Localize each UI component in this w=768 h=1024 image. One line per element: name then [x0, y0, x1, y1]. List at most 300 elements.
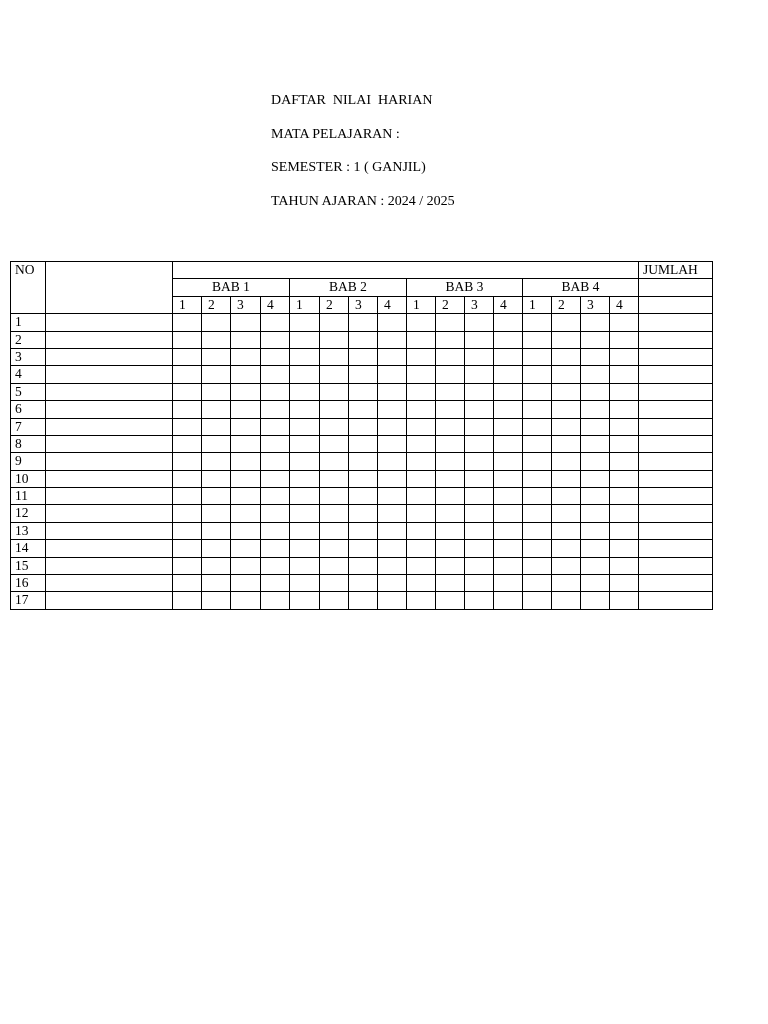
score-cell [494, 575, 523, 592]
score-cell [202, 592, 231, 609]
score-cell [320, 435, 349, 452]
student-name-cell [46, 592, 173, 609]
score-cell [202, 505, 231, 522]
score-cell [465, 348, 494, 365]
score-cell [610, 435, 639, 452]
table-row [11, 505, 713, 522]
score-cell [436, 453, 465, 470]
score-cell [494, 488, 523, 505]
total-cell [639, 383, 713, 400]
no-header: NO [11, 262, 46, 314]
score-cell [231, 557, 261, 574]
total-cell [639, 314, 713, 331]
score-cell [349, 488, 378, 505]
score-cell [552, 453, 581, 470]
score-cell [173, 435, 202, 452]
score-cell [523, 401, 552, 418]
score-cell [173, 314, 202, 331]
student-name-cell [46, 540, 173, 557]
score-cell [261, 592, 290, 609]
score-cell [494, 540, 523, 557]
score-cell [320, 383, 349, 400]
score-cell [523, 522, 552, 539]
score-cell [407, 331, 436, 348]
score-cell [378, 348, 407, 365]
total-cell [639, 575, 713, 592]
score-cell [261, 522, 290, 539]
score-cell [465, 435, 494, 452]
score-cell [320, 331, 349, 348]
score-cell [494, 401, 523, 418]
score-cell [581, 453, 610, 470]
score-cell [407, 418, 436, 435]
score-cell [523, 418, 552, 435]
score-cell [378, 575, 407, 592]
score-cell [231, 575, 261, 592]
score-cell [494, 366, 523, 383]
score-cell [320, 488, 349, 505]
score-cell [378, 540, 407, 557]
score-cell [494, 505, 523, 522]
score-cell [261, 418, 290, 435]
score-cell [523, 575, 552, 592]
total-cell [639, 470, 713, 487]
score-cell [552, 366, 581, 383]
student-name-cell [46, 331, 173, 348]
score-cell [523, 453, 552, 470]
score-cell [465, 418, 494, 435]
score-cell [407, 540, 436, 557]
row-number-cell: 2 [11, 331, 46, 348]
score-cell [523, 331, 552, 348]
score-cell [290, 540, 320, 557]
score-cell [173, 383, 202, 400]
sub-column-header: 4 [261, 296, 290, 313]
score-cell [552, 522, 581, 539]
score-cell [349, 522, 378, 539]
score-cell [552, 401, 581, 418]
score-cell [231, 453, 261, 470]
table-row [11, 453, 713, 470]
score-cell [465, 366, 494, 383]
score-cell [523, 540, 552, 557]
score-cell [552, 505, 581, 522]
score-cell [261, 383, 290, 400]
score-cell [378, 453, 407, 470]
table-row [11, 540, 713, 557]
score-cell [494, 418, 523, 435]
score-cell [261, 435, 290, 452]
score-cell [261, 366, 290, 383]
score-cell [261, 557, 290, 574]
score-cell [290, 401, 320, 418]
score-cell [290, 331, 320, 348]
score-cell [349, 575, 378, 592]
score-cell [231, 540, 261, 557]
score-cell [465, 470, 494, 487]
score-cell [378, 383, 407, 400]
score-cell [231, 522, 261, 539]
score-cell [465, 522, 494, 539]
sub-column-header: 1 [173, 296, 202, 313]
sub-column-header: 1 [290, 296, 320, 313]
score-cell [552, 470, 581, 487]
score-cell [378, 418, 407, 435]
score-cell [610, 540, 639, 557]
row-number-cell: 4 [11, 366, 46, 383]
grades-table [10, 261, 713, 610]
student-name-cell [46, 401, 173, 418]
score-cell [290, 418, 320, 435]
total-cell [639, 401, 713, 418]
chapter-header: BAB 1 [173, 279, 290, 296]
score-cell [552, 383, 581, 400]
score-cell [261, 314, 290, 331]
total-cell [639, 331, 713, 348]
score-cell [320, 505, 349, 522]
student-name-cell [46, 348, 173, 365]
score-cell [465, 505, 494, 522]
score-cell [436, 592, 465, 609]
sub-column-header: 1 [407, 296, 436, 313]
row-number-cell: 17 [11, 592, 46, 609]
score-cell [581, 470, 610, 487]
score-cell [320, 418, 349, 435]
score-cell [378, 314, 407, 331]
score-cell [173, 592, 202, 609]
score-cell [552, 540, 581, 557]
score-cell [173, 366, 202, 383]
row-number-cell: 1 [11, 314, 46, 331]
score-cell [610, 418, 639, 435]
score-cell [581, 540, 610, 557]
score-cell [552, 575, 581, 592]
score-cell [523, 505, 552, 522]
table-row [11, 557, 713, 574]
semester-label: SEMESTER : 1 ( GANJIL) [271, 160, 426, 175]
score-cell [349, 592, 378, 609]
score-cell [231, 505, 261, 522]
score-cell [290, 383, 320, 400]
table-row [11, 592, 713, 609]
score-cell [407, 435, 436, 452]
score-cell [378, 366, 407, 383]
score-cell [320, 575, 349, 592]
score-cell [320, 557, 349, 574]
score-cell [610, 505, 639, 522]
score-cell [465, 540, 494, 557]
score-cell [261, 348, 290, 365]
student-name-cell [46, 453, 173, 470]
score-cell [436, 522, 465, 539]
score-cell [231, 470, 261, 487]
score-cell [436, 505, 465, 522]
score-cell [378, 557, 407, 574]
score-cell [349, 470, 378, 487]
score-cell [349, 348, 378, 365]
student-name-cell [46, 575, 173, 592]
score-cell [465, 383, 494, 400]
sub-column-header: 3 [349, 296, 378, 313]
score-cell [231, 331, 261, 348]
score-cell [320, 401, 349, 418]
score-cell [552, 592, 581, 609]
score-cell [436, 470, 465, 487]
score-cell [320, 366, 349, 383]
score-cell [261, 540, 290, 557]
score-cell [552, 314, 581, 331]
score-cell [173, 505, 202, 522]
row-number-cell: 6 [11, 401, 46, 418]
table-row [11, 331, 713, 348]
row-number-cell: 5 [11, 383, 46, 400]
score-cell [436, 348, 465, 365]
score-cell [523, 557, 552, 574]
score-cell [290, 435, 320, 452]
student-name-cell [46, 435, 173, 452]
score-cell [378, 505, 407, 522]
header-row-1 [11, 262, 713, 279]
total-cell [639, 418, 713, 435]
score-cell [465, 331, 494, 348]
score-cell [173, 470, 202, 487]
score-cell [494, 557, 523, 574]
score-cell [465, 401, 494, 418]
total-cell [639, 366, 713, 383]
score-cell [436, 366, 465, 383]
score-cell [436, 557, 465, 574]
score-cell [173, 575, 202, 592]
score-cell [202, 557, 231, 574]
score-cell [231, 348, 261, 365]
student-name-cell [46, 505, 173, 522]
score-cell [610, 592, 639, 609]
score-cell [407, 314, 436, 331]
score-cell [231, 366, 261, 383]
score-cell [320, 470, 349, 487]
score-cell [202, 575, 231, 592]
score-cell [231, 488, 261, 505]
score-cell [610, 522, 639, 539]
total-cell [639, 453, 713, 470]
total-cell [639, 348, 713, 365]
score-cell [202, 383, 231, 400]
score-cell [610, 488, 639, 505]
score-cell [261, 453, 290, 470]
score-cell [436, 540, 465, 557]
score-cell [436, 331, 465, 348]
score-cell [523, 383, 552, 400]
score-cell [581, 418, 610, 435]
score-cell [523, 348, 552, 365]
score-cell [407, 453, 436, 470]
row-number-cell: 14 [11, 540, 46, 557]
score-cell [494, 348, 523, 365]
table-row [11, 418, 713, 435]
score-cell [202, 366, 231, 383]
score-cell [290, 592, 320, 609]
score-cell [494, 470, 523, 487]
table-row [11, 366, 713, 383]
score-cell [581, 522, 610, 539]
score-cell [320, 522, 349, 539]
row-number-cell: 15 [11, 557, 46, 574]
score-cell [581, 314, 610, 331]
sub-column-header: 3 [465, 296, 494, 313]
score-cell [494, 592, 523, 609]
score-cell [202, 331, 231, 348]
score-cell [581, 401, 610, 418]
table-row [11, 488, 713, 505]
chapter-header: BAB 2 [290, 279, 407, 296]
score-cell [290, 470, 320, 487]
total-cell [639, 522, 713, 539]
score-cell [523, 592, 552, 609]
score-cell [610, 453, 639, 470]
score-cell [173, 348, 202, 365]
score-cell [523, 366, 552, 383]
score-cell [610, 314, 639, 331]
score-cell [231, 418, 261, 435]
score-cell [173, 401, 202, 418]
score-cell [261, 401, 290, 418]
sub-column-header: 3 [581, 296, 610, 313]
score-cell [349, 540, 378, 557]
score-cell [173, 488, 202, 505]
score-cell [349, 331, 378, 348]
student-name-cell [46, 366, 173, 383]
score-cell [290, 314, 320, 331]
student-name-cell [46, 418, 173, 435]
score-cell [552, 488, 581, 505]
score-cell [173, 418, 202, 435]
score-cell [581, 435, 610, 452]
score-cell [320, 348, 349, 365]
score-cell [494, 435, 523, 452]
score-cell [231, 592, 261, 609]
score-cell [465, 557, 494, 574]
score-cell [494, 453, 523, 470]
score-cell [581, 557, 610, 574]
sub-column-header: 2 [552, 296, 581, 313]
student-name-cell [46, 522, 173, 539]
score-cell [349, 314, 378, 331]
score-cell [581, 366, 610, 383]
score-cell [407, 575, 436, 592]
sub-column-header: 1 [523, 296, 552, 313]
score-group-header [173, 262, 639, 279]
score-cell [436, 418, 465, 435]
score-cell [494, 522, 523, 539]
score-cell [465, 453, 494, 470]
score-cell [231, 435, 261, 452]
sub-column-header: 4 [494, 296, 523, 313]
score-cell [407, 366, 436, 383]
score-cell [202, 418, 231, 435]
score-cell [349, 505, 378, 522]
sub-column-header: 4 [378, 296, 407, 313]
total-cell [639, 488, 713, 505]
score-cell [523, 435, 552, 452]
table-row [11, 522, 713, 539]
score-cell [407, 348, 436, 365]
sub-column-header: 2 [202, 296, 231, 313]
score-cell [173, 540, 202, 557]
score-cell [581, 348, 610, 365]
score-cell [202, 401, 231, 418]
score-cell [173, 331, 202, 348]
total-cell [639, 592, 713, 609]
score-cell [173, 453, 202, 470]
score-cell [349, 401, 378, 418]
score-cell [349, 453, 378, 470]
score-cell [261, 331, 290, 348]
student-name-cell [46, 557, 173, 574]
score-cell [349, 383, 378, 400]
score-cell [610, 331, 639, 348]
score-cell [436, 401, 465, 418]
score-cell [378, 488, 407, 505]
student-name-cell [46, 314, 173, 331]
score-cell [436, 314, 465, 331]
score-cell [320, 453, 349, 470]
subject-label: MATA PELAJARAN : [271, 127, 400, 142]
total-cell [639, 540, 713, 557]
score-cell [202, 348, 231, 365]
score-cell [494, 383, 523, 400]
table-row [11, 401, 713, 418]
score-cell [407, 401, 436, 418]
table-row [11, 435, 713, 452]
score-cell [610, 575, 639, 592]
score-cell [231, 314, 261, 331]
score-cell [581, 575, 610, 592]
score-cell [407, 557, 436, 574]
sub-column-header: 3 [231, 296, 261, 313]
score-cell [290, 366, 320, 383]
score-cell [436, 383, 465, 400]
score-cell [552, 348, 581, 365]
score-cell [523, 488, 552, 505]
score-cell [436, 435, 465, 452]
score-cell [290, 488, 320, 505]
score-cell [552, 418, 581, 435]
table-row [11, 314, 713, 331]
score-cell [378, 470, 407, 487]
total-cell [639, 435, 713, 452]
score-cell [552, 557, 581, 574]
table-row [11, 575, 713, 592]
score-cell [465, 575, 494, 592]
score-cell [610, 383, 639, 400]
school-year-label: TAHUN AJARAN : 2024 / 2025 [271, 194, 455, 209]
score-cell [610, 366, 639, 383]
score-cell [494, 314, 523, 331]
row-number-cell: 8 [11, 435, 46, 452]
score-cell [581, 488, 610, 505]
total-header: JUMLAH [639, 262, 713, 279]
score-cell [202, 522, 231, 539]
row-number-cell: 11 [11, 488, 46, 505]
score-cell [202, 435, 231, 452]
student-name-cell [46, 383, 173, 400]
score-cell [610, 348, 639, 365]
chapter-header: BAB 4 [523, 279, 639, 296]
chapter-header: BAB 3 [407, 279, 523, 296]
total-cell [639, 557, 713, 574]
score-cell [465, 592, 494, 609]
sub-column-header: 4 [610, 296, 639, 313]
